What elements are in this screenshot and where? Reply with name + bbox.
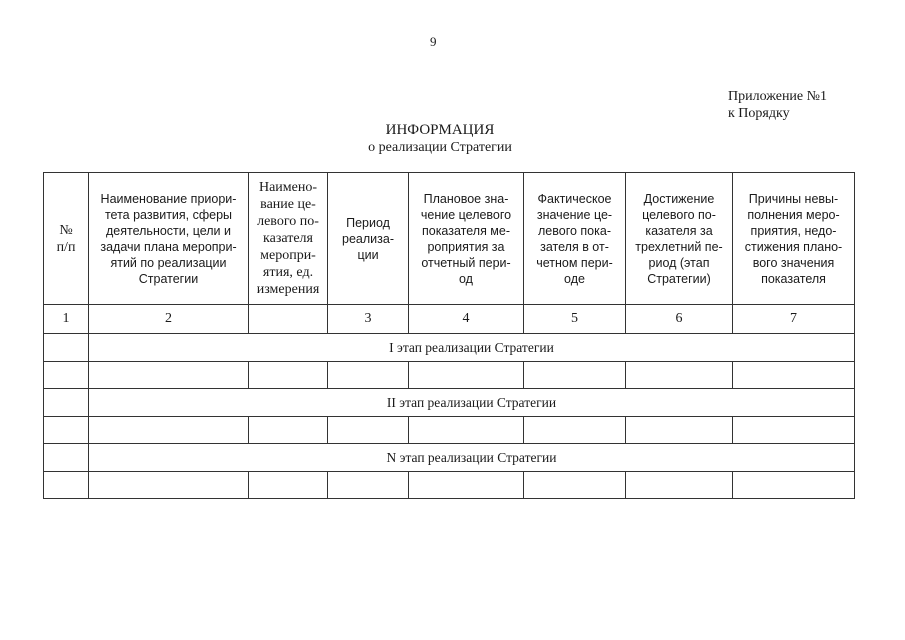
info-table [43,172,855,499]
column-number: 2 [89,305,249,334]
header-line: риод (этап [648,255,710,270]
header-line: Фактическое [537,191,612,206]
table-cell [328,362,409,389]
header-line: Наименование приори- [100,191,237,206]
table-cell [626,417,733,444]
table-cell [733,362,855,389]
header-line: реализа- [342,231,394,246]
table-cell [733,472,855,499]
table-cell [44,362,89,389]
header-line: тета развития, сферы [104,207,233,222]
header-line: Достижение [643,191,715,206]
header-line: Стратегии) [647,271,711,286]
header-line: зателя в от- [540,239,609,254]
header-line: отчетный пери- [421,255,511,270]
header-line: целевого по- [642,207,716,222]
header-cell-priority [89,173,249,305]
header-line: роприятия за [427,239,505,254]
header-cell-planned-value [409,173,524,305]
table-cell [626,472,733,499]
table-cell [733,417,855,444]
title-block [250,121,630,157]
stage-row [44,389,855,417]
header-line: левого по- [257,214,319,229]
annex-line-1: Приложение №1 [728,89,827,104]
table-cell [328,417,409,444]
stage-empty-cell [44,334,89,362]
table-cell [89,472,249,499]
header-line: деятельности, цели и [106,223,231,238]
header-line: показателя [761,271,826,286]
header-cell-reasons [733,173,855,305]
table-cell [409,472,524,499]
table-cell [524,472,626,499]
header-line: левого пока- [538,223,611,238]
column-number: 7 [733,305,855,334]
header-line: полнения меро- [747,207,840,222]
table-cell [44,472,89,499]
document-title: ИНФОРМАЦИЯ [385,122,495,138]
header-line: стижения плано- [744,239,843,254]
table-cell [328,472,409,499]
column-number: 1 [44,305,89,334]
header-line: ятия, ед. [262,265,314,280]
data-row [44,472,855,499]
page-number: 9 [430,34,437,49]
header-cell-achievement [626,173,733,305]
data-row [44,417,855,444]
header-line: од [459,271,473,286]
table-cell [626,362,733,389]
document-subtitle: о реализации Стратегии [368,140,512,155]
header-line: приятия, недо- [750,223,837,238]
header-line: оде [564,271,585,286]
table-cell [409,362,524,389]
header-row [44,173,855,305]
stage-label: N этап реализации Стратегии [89,444,855,472]
header-line: Наимено- [258,180,318,195]
column-number: 6 [626,305,733,334]
annex-line-2: к Порядку [728,106,790,121]
table-cell [89,417,249,444]
header-line: чение целевого [420,207,512,222]
header-line: значение це- [536,207,613,222]
header-line: задачи плана меропри- [100,239,237,254]
stage-row [44,334,855,362]
column-number: 3 [328,305,409,334]
header-line: измерения [256,282,320,297]
header-line: трехлетний пе- [635,239,723,254]
header-line: вого значения [752,255,835,270]
header-line: Плановое зна- [423,191,509,206]
header-line: ции [357,247,379,262]
header-line: показателя ме- [421,223,511,238]
table-cell [89,362,249,389]
table-cell [249,417,328,444]
header-line: Стратегии [138,271,199,286]
header-cell-actual-value [524,173,626,305]
header-line: вание це- [260,197,316,212]
table-cell [249,472,328,499]
table-cell [249,362,328,389]
header-cell-number [44,173,89,305]
stage-label: II этап реализации Стратегии [89,389,855,417]
annex-note [728,88,827,122]
table-cell [409,417,524,444]
header-line: казателя за [645,223,713,238]
header-line: Причины невы- [748,191,839,206]
header-line: Период [346,215,390,230]
header-line: меропри- [260,248,316,263]
column-number-row [44,305,855,334]
column-number: 4 [409,305,524,334]
header-cell-period [328,173,409,305]
column-number [249,305,328,334]
header-line: ятий по реализации [110,255,227,270]
table-cell [524,417,626,444]
header-line: п/п [56,239,76,255]
data-row [44,362,855,389]
header-cell-indicator [249,173,328,305]
header-line: № [59,222,73,238]
table-cell [44,417,89,444]
table-cell [524,362,626,389]
header-line: казателя [263,231,313,246]
stage-label: I этап реализации Стратегии [89,334,855,362]
stage-empty-cell [44,444,89,472]
stage-row [44,444,855,472]
stage-empty-cell [44,389,89,417]
column-number: 5 [524,305,626,334]
header-line: четном пери- [536,255,613,270]
